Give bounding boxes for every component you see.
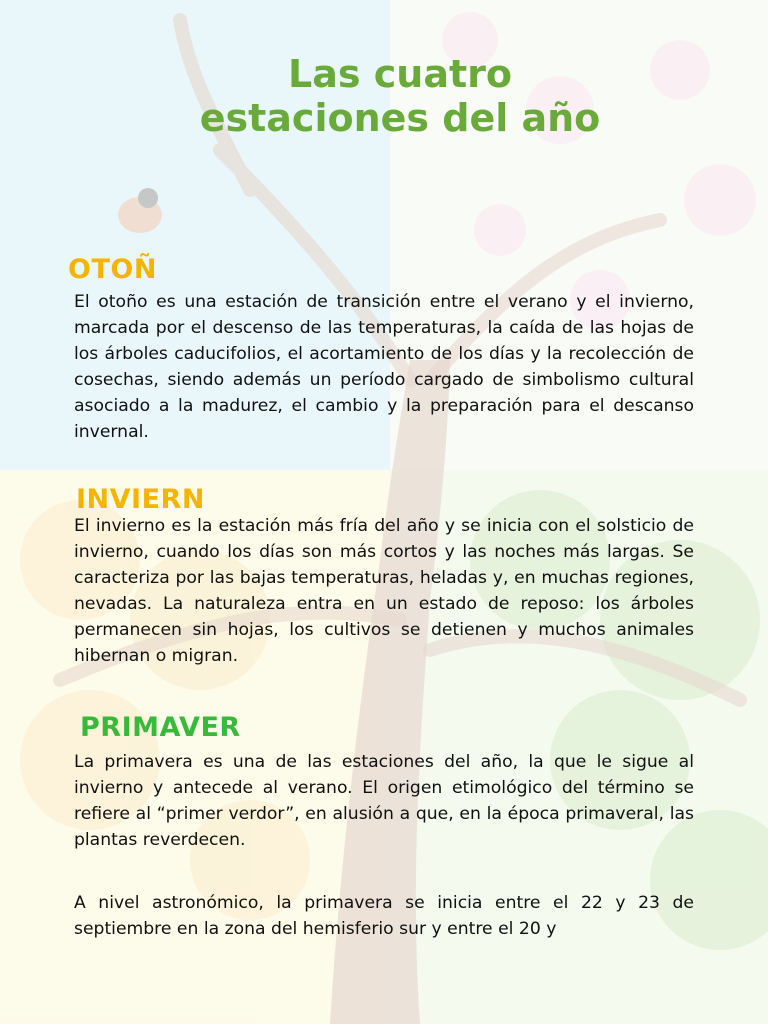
autumn-heading: OTOÑ <box>68 254 157 285</box>
spring-heading: PRIMAVER <box>80 712 241 743</box>
page-title <box>0 52 768 140</box>
winter-paragraph: El invierno es la estación más fría del año y se inicia con el solsticio de invierno, cuando los días son más cortos y las noches más largas. Se caracteriza por las bajas temperaturas, heladas y, en muchas regiones, nevadas. La naturaleza entra en un estado de reposo: los árboles permanecen sin hojas, los cultivos se detienen y muchos animales hibernan o migran. <box>74 516 694 666</box>
autumn-paragraph: El otoño es una estación de transición entre el verano y el invierno, marcada por el descenso de las temperaturas, la caída de las hojas de los árboles caducifolios, el acortamiento de los días y la recolección de cosechas, siendo además un período cargado de simbolismo cultural asociado a la madurez, el cambio y la preparación para el descanso invernal. <box>74 292 694 442</box>
spring-paragraph-2: A nivel astronómico, la primavera se inicia entre el 22 y 23 de septiembre en la zona del hemisferio sur y entre el 20 y <box>74 893 694 939</box>
title-line-1: Las cuatro <box>288 52 512 96</box>
winter-heading: INVIERN <box>76 484 205 515</box>
spring-paragraph-1: La primavera es una de las estaciones del año, la que le sigue al invierno y antecede al verano. El origen etimológico del término se refiere al “primer verdor”, en alusión a que, en la época primaveral, las plantas reverdecen. <box>74 752 694 850</box>
title-line-2: estaciones del año <box>199 96 601 140</box>
